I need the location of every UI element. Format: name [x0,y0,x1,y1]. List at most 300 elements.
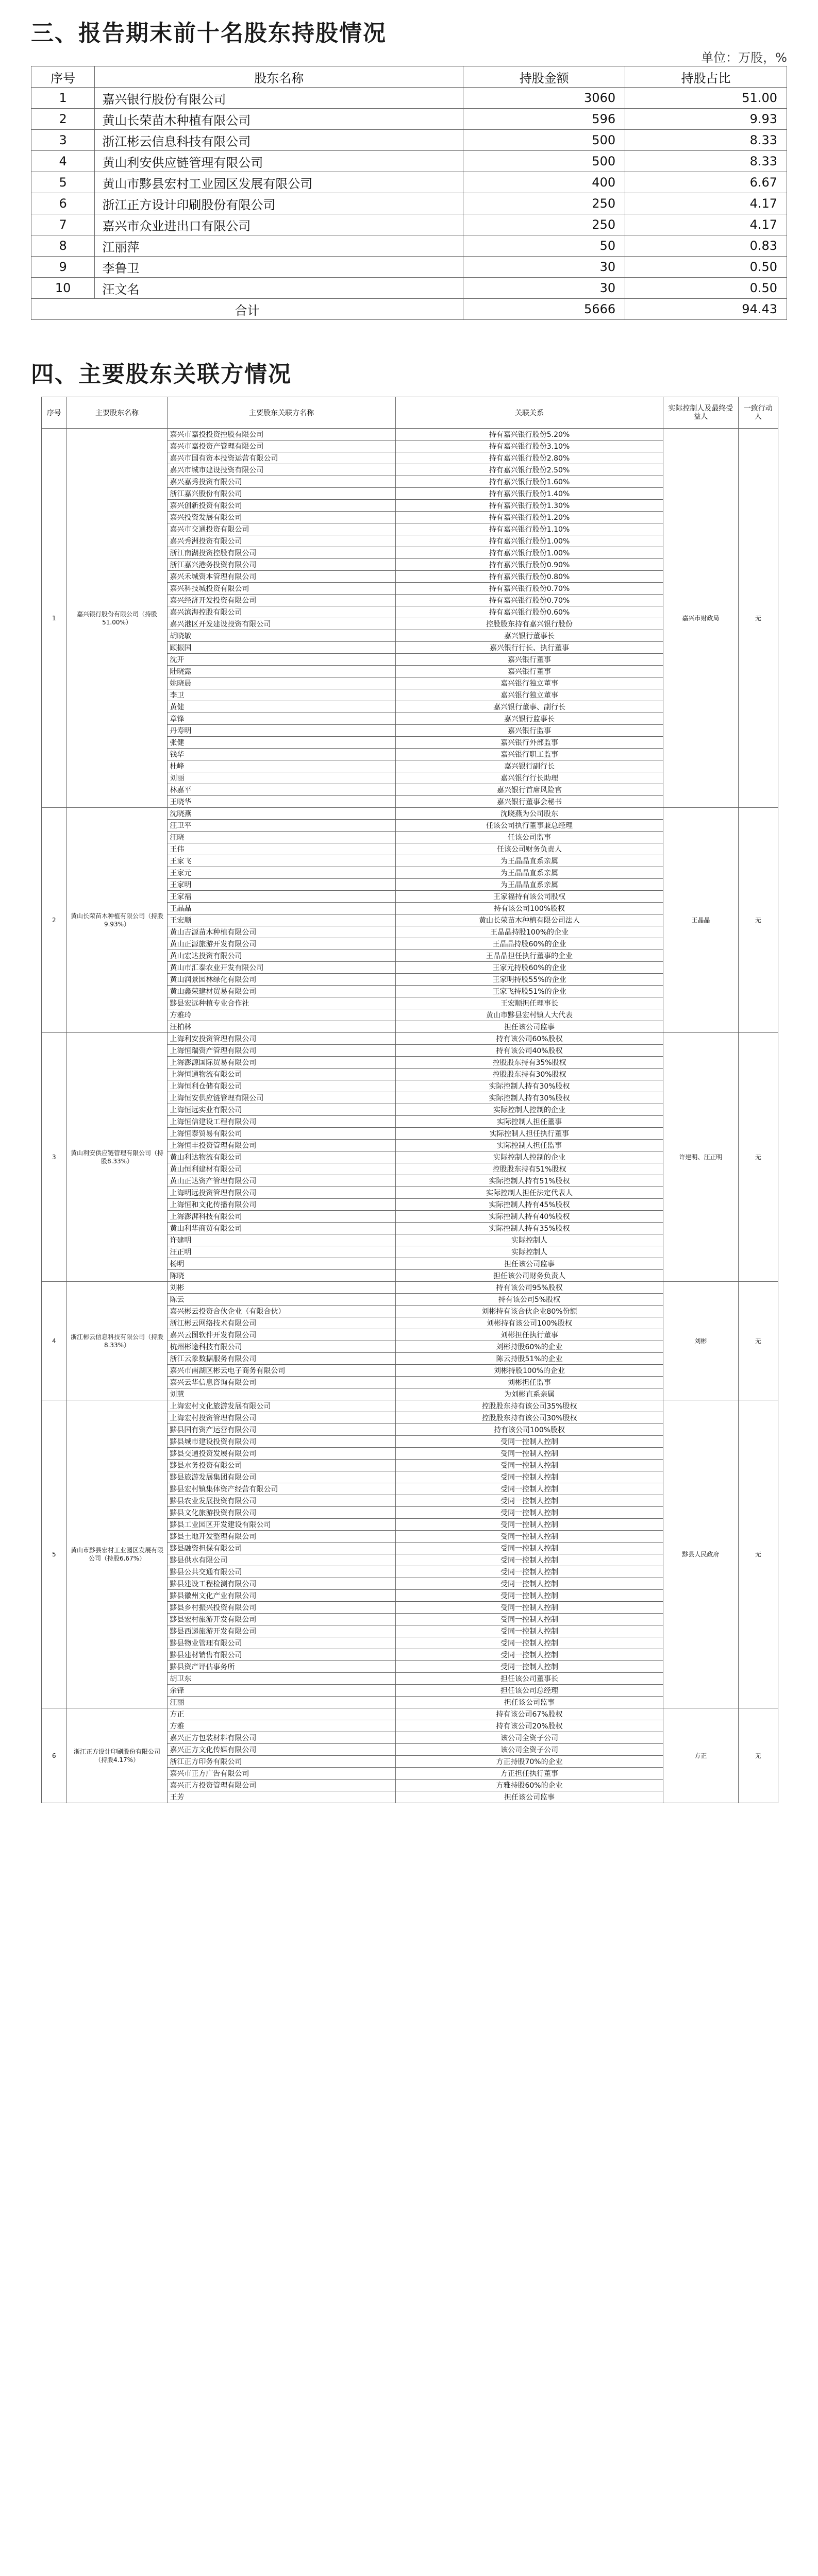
table-cell: 8.33 [625,130,787,151]
related-party-name: 黟县国有资产运营有限公司 [168,1424,395,1436]
related-party-name: 黄山利达物流有限公司 [168,1151,395,1163]
related-party-name: 黄健 [168,701,395,713]
relationship: 王晶晶持股100%的企业 [395,926,663,938]
table-cell: 10 [31,278,95,299]
relationship: 持有嘉兴银行股份1.00% [395,547,663,559]
related-party-name: 黟县文化旅游投资有限公司 [168,1507,395,1519]
group-number: 1 [42,429,67,808]
related-party-name: 黟县工业园区开发建设有限公司 [168,1519,395,1531]
related-party-name: 上海恒瑞资产管理有限公司 [168,1045,395,1057]
related-party-name: 上海宏村投资管理有限公司 [168,1412,395,1424]
relationship: 持有嘉兴银行股份0.70% [395,583,663,595]
related-party-name: 嘉兴嘉秀投资有限公司 [168,476,395,488]
relationship: 嘉兴银行职工监事 [395,749,663,760]
related-party-name: 嘉兴投资发展有限公司 [168,512,395,523]
group-concert: 无 [738,1282,778,1400]
related-party-name: 上海恒丰投资管理有限公司 [168,1140,395,1151]
related-party-name: 黟县旅游发展集团有限公司 [168,1471,395,1483]
relationship: 控股股东持有30%股权 [395,1069,663,1080]
table-cell: 500 [463,130,625,151]
relationship: 王家福持有该公司股权 [395,891,663,903]
related-party-name: 黟县宏村旅游开发有限公司 [168,1614,395,1625]
group-controller: 黟县人民政府 [663,1400,739,1708]
related-party-name: 汪柏林 [168,1021,395,1033]
related-party-name: 李卫 [168,689,395,701]
relationship: 受同一控制人控制 [395,1507,663,1519]
table-header [42,397,778,429]
related-party-name: 黟县供水有限公司 [168,1554,395,1566]
relationship: 沈晓燕为公司股东 [395,808,663,820]
relationship: 实际控制人担任董事 [395,1116,663,1128]
relationship: 受同一控制人控制 [395,1531,663,1543]
table-cell: 6 [31,193,95,214]
related-party-name: 浙江云象数据服务有限公司 [168,1353,395,1365]
related-party-name: 杭州彬途科技有限公司 [168,1341,395,1353]
table-cell: 9.93 [625,109,787,130]
table-row [31,193,787,214]
related-party-name: 黄山正达资产管理有限公司 [168,1175,395,1187]
relationship: 担任该公司董事长 [395,1673,663,1685]
related-party-name: 丹寿明 [168,725,395,737]
group-shareholder: 黄山市黟县宏村工业园区发展有限公司（持股6.67%） [66,1400,168,1708]
total-ratio: 94.43 [625,299,787,320]
relationship: 实际控制人持有35%股权 [395,1223,663,1234]
table-cell: 0.83 [625,235,787,257]
relationship: 嘉兴银行董事、副行长 [395,701,663,713]
relationship: 持有嘉兴银行股份0.70% [395,595,663,606]
relationship: 嘉兴银行董事 [395,654,663,666]
related-party-name: 嘉兴市正方广告有限公司 [168,1768,395,1780]
relationship: 控股股东持有该公司30%股权 [395,1412,663,1424]
relationship: 刘彬持有该公司100%股权 [395,1317,663,1329]
relationship: 担任该公司监事 [395,1697,663,1708]
relationship: 受同一控制人控制 [395,1495,663,1507]
table-row [31,257,787,278]
group-controller: 许建明、汪正明 [663,1033,739,1282]
table-cell: 596 [463,109,625,130]
table-cell: 4.17 [625,193,787,214]
relationship: 该公司全资子公司 [395,1744,663,1756]
relationship: 嘉兴银行监事 [395,725,663,737]
related-party-name: 黟县农业发展投资有限公司 [168,1495,395,1507]
related-party-name: 黟县建设工程检测有限公司 [168,1578,395,1590]
related-party-name: 嘉兴正方包装材料有限公司 [168,1732,395,1744]
related-party-name: 张健 [168,737,395,749]
group-concert: 无 [738,1033,778,1282]
related-party-name: 嘉兴经济开发投资有限公司 [168,595,395,606]
relationship: 王家元持股60%的企业 [395,962,663,974]
relationship: 受同一控制人控制 [395,1543,663,1554]
relationship: 黄山长荣苗木种植有限公司法人 [395,914,663,926]
relationship: 方正担任执行董事 [395,1768,663,1780]
group-shareholder: 黄山长荣苗木种植有限公司（持股9.93%） [66,808,168,1033]
table-cell: 30 [463,278,625,299]
related-parties-table [41,397,778,1803]
table-cell: 4 [31,151,95,172]
relationship: 嘉兴银行董事长 [395,630,663,642]
relationship: 刘彬担任执行董事 [395,1329,663,1341]
relationship: 陈云持股51%的企业 [395,1353,663,1365]
table-row [42,429,778,440]
related-party-name: 嘉兴创新投资有限公司 [168,500,395,512]
relationship: 实际控制人 [395,1246,663,1258]
table-row [31,88,787,109]
relationship: 持有嘉兴银行股份2.50% [395,464,663,476]
related-party-name: 汪卫平 [168,820,395,832]
table-cell: 250 [463,193,625,214]
table-row [31,172,787,193]
related-party-name: 黄山吉源苗木种植有限公司 [168,926,395,938]
relationship: 方正持股70%的企业 [395,1756,663,1768]
related-party-name: 上海宏村文化旅游发展有限公司 [168,1400,395,1412]
table-cell: 浙江正方设计印刷股份有限公司 [95,193,463,214]
relationship: 受同一控制人控制 [395,1554,663,1566]
relationship: 实际控制人担任法定代表人 [395,1187,663,1199]
table-row [42,1282,778,1294]
relationship: 持有该公司67%股权 [395,1708,663,1720]
related-party-name: 浙江正方印务有限公司 [168,1756,395,1768]
related-party-name: 黟县乡村振兴投资有限公司 [168,1602,395,1614]
table-cell: 嘉兴市众业进出口有限公司 [95,214,463,235]
relationship: 嘉兴银行独立董事 [395,677,663,689]
table-cell: 9 [31,257,95,278]
relationship: 嘉兴银行监事长 [395,713,663,725]
table-cell: 400 [463,172,625,193]
related-party-name: 黟县资产评估事务所 [168,1661,395,1673]
related-party-name: 杨明 [168,1258,395,1270]
related-party-name: 王家明 [168,879,395,891]
related-party-name: 王家福 [168,891,395,903]
related-party-name: 上海澎湃科技有限公司 [168,1211,395,1223]
related-party-name: 嘉兴正方文化传媒有限公司 [168,1744,395,1756]
col-header: 股东名称 [95,66,463,88]
table-cell: 李鲁卫 [95,257,463,278]
related-party-name: 黄山市汇泰农业开发有限公司 [168,962,395,974]
table-cell: 50 [463,235,625,257]
relationship: 受同一控制人控制 [395,1578,663,1590]
group-shareholder: 浙江正方设计印刷股份有限公司（持股4.17%） [66,1708,168,1803]
group-concert: 无 [738,808,778,1033]
table-row [31,130,787,151]
relationship: 持有嘉兴银行股份1.00% [395,535,663,547]
col-header: 一致行动人 [738,397,778,429]
table-cell: 黄山长荣苗木种植有限公司 [95,109,463,130]
related-party-name: 黄山恒利建材有限公司 [168,1163,395,1175]
related-party-name: 沈开 [168,654,395,666]
group-concert: 无 [738,1708,778,1803]
related-party-name: 章锋 [168,713,395,725]
table-row [31,214,787,235]
related-party-name: 上海恒利仓储有限公司 [168,1080,395,1092]
related-party-name: 汪晓 [168,832,395,843]
relationship: 受同一控制人控制 [395,1625,663,1637]
related-party-name: 上海恒和文化传播有限公司 [168,1199,395,1211]
table-cell: 30 [463,257,625,278]
col-header: 持股金额 [463,66,625,88]
related-party-name: 嘉兴市城市建设投资有限公司 [168,464,395,476]
table-cell: 1 [31,88,95,109]
related-party-name: 嘉兴市嘉投资产管理有限公司 [168,440,395,452]
table-cell: 黄山市黟县宏村工业园区发展有限公司 [95,172,463,193]
table-cell: 0.50 [625,278,787,299]
related-party-name: 黟县城市建设投资有限公司 [168,1436,395,1448]
relationship: 持有嘉兴银行股份0.90% [395,559,663,571]
col-header: 实际控制人及最终受益人 [663,397,739,429]
related-party-name: 浙江彬云网络技术有限公司 [168,1317,395,1329]
relationship: 刘彬持股60%的企业 [395,1341,663,1353]
table-row [31,235,787,257]
relationship: 持有该公司100%股权 [395,903,663,914]
relationship: 为王晶晶直系亲属 [395,867,663,879]
relationship: 担任该公司监事 [395,1791,663,1803]
related-party-name: 嘉兴正方投资管理有限公司 [168,1780,395,1791]
table-row [31,151,787,172]
related-party-name: 刘丽 [168,772,395,784]
relationship: 为刘彬直系亲属 [395,1388,663,1400]
relationship: 受同一控制人控制 [395,1637,663,1649]
related-party-name: 陈云 [168,1294,395,1306]
total-label: 合计 [31,299,463,320]
related-party-name: 黄山润景园林绿化有限公司 [168,974,395,986]
table-cell: 3060 [463,88,625,109]
sec4-title: 四、主要股东关联方情况 [31,361,292,387]
relationship: 嘉兴银行董事 [395,666,663,677]
relationship: 王家明持股55%的企业 [395,974,663,986]
related-party-name: 嘉兴禾城资本管理有限公司 [168,571,395,583]
related-party-name: 黟县交通投资发展有限公司 [168,1448,395,1460]
related-party-name: 许建明 [168,1234,395,1246]
total-row [31,299,787,320]
table-cell: 4.17 [625,214,787,235]
related-party-name: 嘉兴秀洲投资有限公司 [168,535,395,547]
group-controller: 王晶晶 [663,808,739,1033]
related-party-name: 嘉兴云图软件开发有限公司 [168,1329,395,1341]
group-number: 4 [42,1282,67,1400]
related-party-name: 黟县融资担保有限公司 [168,1543,395,1554]
relationship: 担任该公司监事 [395,1258,663,1270]
group-concert: 无 [738,429,778,808]
related-party-name: 刘慧 [168,1388,395,1400]
related-party-name: 黄山正源旅游开发有限公司 [168,938,395,950]
total-amount: 5666 [463,299,625,320]
related-party-name: 黄山鑫荣建材贸易有限公司 [168,986,395,997]
related-party-name: 黟县公共交通有限公司 [168,1566,395,1578]
relationship: 持有嘉兴银行股份2.80% [395,452,663,464]
table-cell: 2 [31,109,95,130]
relationship: 受同一控制人控制 [395,1448,663,1460]
relationship: 王宏顺担任理事长 [395,997,663,1009]
relationship: 任该公司财务负责人 [395,843,663,855]
table-cell: 51.00 [625,88,787,109]
relationship: 刘彬担任监事 [395,1377,663,1388]
relationship: 实际控制人控制的企业 [395,1104,663,1116]
relationship: 受同一控制人控制 [395,1661,663,1673]
table-cell: 500 [463,151,625,172]
related-party-name: 上海利安投资管理有限公司 [168,1033,395,1045]
related-party-name: 方雅 [168,1720,395,1732]
relationship: 持有该公司95%股权 [395,1282,663,1294]
relationship: 持有嘉兴银行股份1.20% [395,512,663,523]
shareholders-table [31,66,787,320]
relationship: 受同一控制人控制 [395,1590,663,1602]
group-number: 2 [42,808,67,1033]
relationship: 实际控制人持有45%股权 [395,1199,663,1211]
group-controller: 方正 [663,1708,739,1803]
relationship: 刘彬持有该合伙企业80%份额 [395,1306,663,1317]
relationship: 实际控制人持有40%股权 [395,1211,663,1223]
table-cell: 汪文名 [95,278,463,299]
relationship: 王家飞持股51%的企业 [395,986,663,997]
relationship: 受同一控制人控制 [395,1566,663,1578]
relationship: 受同一控制人控制 [395,1602,663,1614]
related-party-name: 嘉兴市国有资本投资运营有限公司 [168,452,395,464]
relationship: 控股股东持有该公司35%股权 [395,1400,663,1412]
group-concert: 无 [738,1400,778,1708]
related-party-name: 上海恒信建设工程有限公司 [168,1116,395,1128]
related-party-name: 黄山宏达投资有限公司 [168,950,395,962]
relationship: 嘉兴银行副行长 [395,760,663,772]
related-party-name: 余锋 [168,1685,395,1697]
relationship: 嘉兴银行董事会秘书 [395,796,663,808]
table-cell: 8 [31,235,95,257]
relationship: 持有嘉兴银行股份1.40% [395,488,663,500]
sec3-unit: 单位：万股，% [701,50,787,65]
relationship: 实际控制人持有30%股权 [395,1080,663,1092]
relationship: 持有该公司100%股权 [395,1424,663,1436]
table-row [42,1400,778,1412]
table-cell: 3 [31,130,95,151]
related-party-name: 胡卫东 [168,1673,395,1685]
related-party-name: 黟县西递旅游开发有限公司 [168,1625,395,1637]
relationship: 控股股东持有35%股权 [395,1057,663,1069]
related-party-name: 嘉兴港区开发建设投资有限公司 [168,618,395,630]
group-shareholder: 嘉兴银行股份有限公司（持股51.00%） [66,429,168,808]
related-party-name: 嘉兴市交通投资有限公司 [168,523,395,535]
group-shareholder: 浙江彬云信息科技有限公司（持股8.33%） [66,1282,168,1400]
relationship: 任该公司监事 [395,832,663,843]
related-party-name: 顾振国 [168,642,395,654]
related-party-name: 嘉兴科技城投资有限公司 [168,583,395,595]
relationship: 嘉兴银行外部监事 [395,737,663,749]
relationship: 持有嘉兴银行股份3.10% [395,440,663,452]
relationship: 为王晶晶直系亲属 [395,879,663,891]
relationship: 担任该公司总经理 [395,1685,663,1697]
related-party-name: 王家飞 [168,855,395,867]
relationship: 受同一控制人控制 [395,1436,663,1448]
related-party-name: 胡晓敏 [168,630,395,642]
relationship: 持有嘉兴银行股份5.20% [395,429,663,440]
related-party-name: 王家元 [168,867,395,879]
table-cell: 浙江彬云信息科技有限公司 [95,130,463,151]
related-party-name: 黟县物业管理有限公司 [168,1637,395,1649]
related-party-name: 上海恒泰贸易有限公司 [168,1128,395,1140]
related-party-name: 钱华 [168,749,395,760]
relationship: 持有该公司20%股权 [395,1720,663,1732]
relationship: 受同一控制人控制 [395,1460,663,1471]
relationship: 受同一控制人控制 [395,1614,663,1625]
table-row [31,278,787,299]
related-party-name: 上海恒安供应链管理有限公司 [168,1092,395,1104]
related-party-name: 姚晓晨 [168,677,395,689]
related-party-name: 林嘉平 [168,784,395,796]
related-party-name: 黟县宏村镇集体资产经营有限公司 [168,1483,395,1495]
relationship: 持有嘉兴银行股份0.80% [395,571,663,583]
group-number: 6 [42,1708,67,1803]
related-party-name: 嘉兴云华信息咨询有限公司 [168,1377,395,1388]
related-party-name: 陆晓露 [168,666,395,677]
relationship: 受同一控制人控制 [395,1471,663,1483]
relationship: 实际控制人 [395,1234,663,1246]
related-party-name: 王芳 [168,1791,395,1803]
table-row [42,1033,778,1045]
group-controller: 嘉兴市财政局 [663,429,739,808]
table-cell: 250 [463,214,625,235]
related-party-name: 上海恒通物流有限公司 [168,1069,395,1080]
table-cell: 江丽萍 [95,235,463,257]
relationship: 为王晶晶直系亲属 [395,855,663,867]
related-party-name: 黟县宏远种植专业合作社 [168,997,395,1009]
related-party-name: 黟县水务投资有限公司 [168,1460,395,1471]
relationship: 持有嘉兴银行股份0.60% [395,606,663,618]
table-cell: 5 [31,172,95,193]
relationship: 嘉兴银行首席风险官 [395,784,663,796]
table-row [42,808,778,820]
relationship: 控股股东持有嘉兴银行股份 [395,618,663,630]
relationship: 持有该公司40%股权 [395,1045,663,1057]
relationship: 受同一控制人控制 [395,1519,663,1531]
group-controller: 刘彬 [663,1282,739,1400]
relationship: 实际控制人控制的企业 [395,1151,663,1163]
table-header [31,66,787,88]
related-party-name: 浙江嘉兴股份有限公司 [168,488,395,500]
table-cell: 黄山利安供应链管理有限公司 [95,151,463,172]
related-party-name: 嘉兴彬云投资合伙企业（有限合伙） [168,1306,395,1317]
relationship: 黄山市黟县宏村镇人大代表 [395,1009,663,1021]
relationship: 嘉兴银行行长、执行董事 [395,642,663,654]
related-party-name: 黄山利华商贸有限公司 [168,1223,395,1234]
relationship: 方雅持股60%的企业 [395,1780,663,1791]
related-party-name: 上海恒远实业有限公司 [168,1104,395,1116]
table-cell: 0.50 [625,257,787,278]
related-party-name: 汪正明 [168,1246,395,1258]
relationship: 受同一控制人控制 [395,1649,663,1661]
relationship: 实际控制人持有51%股权 [395,1175,663,1187]
col-header: 持股占比 [625,66,787,88]
related-party-name: 汪丽 [168,1697,395,1708]
relationship: 持有嘉兴银行股份1.30% [395,500,663,512]
relationship: 嘉兴银行行长助理 [395,772,663,784]
col-header: 主要股东关联方名称 [168,397,395,429]
relationship: 持有该公司5%股权 [395,1294,663,1306]
related-party-name: 嘉兴滨海控股有限公司 [168,606,395,618]
table-row [42,1708,778,1720]
table-cell: 7 [31,214,95,235]
relationship: 刘彬持股100%的企业 [395,1365,663,1377]
relationship: 持有嘉兴银行股份1.60% [395,476,663,488]
related-party-name: 方雅玲 [168,1009,395,1021]
related-party-name: 王晓华 [168,796,395,808]
related-party-name: 王晶晶 [168,903,395,914]
relationship: 实际控制人担任执行董事 [395,1128,663,1140]
related-party-name: 黟县土地开发整理有限公司 [168,1531,395,1543]
relationship: 控股股东持有51%股权 [395,1163,663,1175]
group-shareholder: 黄山利安供应链管理有限公司（持股8.33%） [66,1033,168,1282]
table-cell: 嘉兴银行股份有限公司 [95,88,463,109]
relationship: 任该公司执行董事兼总经理 [395,820,663,832]
related-party-name: 沈晓燕 [168,808,395,820]
related-party-name: 浙江嘉兴港务投资有限公司 [168,559,395,571]
related-party-name: 嘉兴市嘉投投资控股有限公司 [168,429,395,440]
